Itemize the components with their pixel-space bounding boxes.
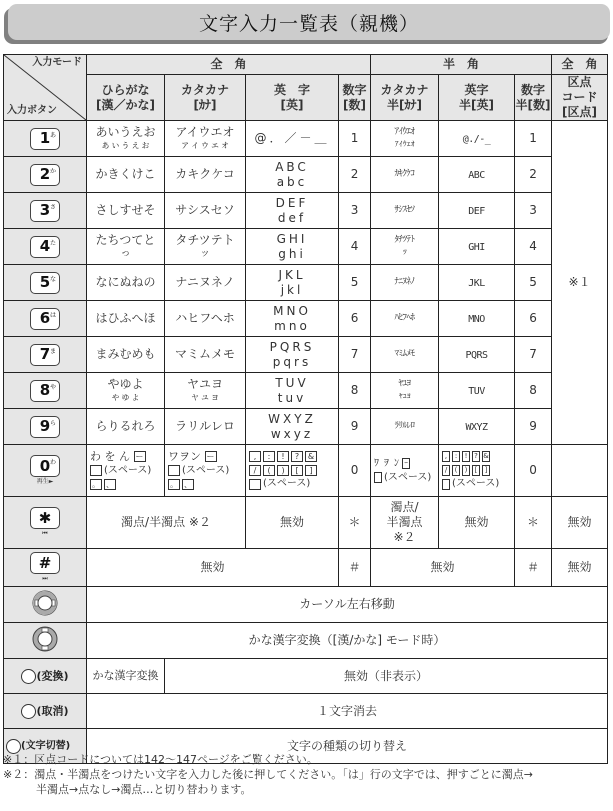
col-half-number: 数字 半[数] [515, 75, 552, 121]
half-english-cell: PQRS [439, 337, 515, 373]
katakana-cell: アイウエオ ァィゥェォ [165, 121, 246, 157]
key-5-icon: 5 な [30, 272, 60, 294]
english-cell: TUV tuv [246, 373, 339, 409]
half-english-cell: GHI [439, 229, 515, 265]
dpad-left-right-icon [32, 590, 58, 616]
table-row-key-8 [4, 373, 608, 409]
table-row-cancel [4, 694, 608, 729]
col-hiragana: ひらがな [漢／かな] [87, 75, 165, 121]
half-katakana-cell: ﾗﾘﾙﾚﾛ [371, 409, 439, 445]
rest-cell: 無効（非表示） [165, 659, 608, 694]
half-number-cell: 3 [515, 193, 552, 229]
input-button-label: 入力ボタン [7, 104, 57, 116]
key-0-icon: 0 わ [30, 455, 60, 477]
english-cell: MNO mno [246, 301, 339, 337]
input-table [3, 54, 608, 764]
table-row-key-3 [4, 193, 608, 229]
corner-header [4, 55, 87, 121]
key-cell [4, 193, 87, 229]
footnote-2-cont: 半濁点→点なし→濁点…と切り替わります。 [36, 783, 252, 796]
group-fullwidth: 全 角 [87, 55, 371, 75]
half-katakana-cell: ﾅﾆﾇﾈﾉ [371, 265, 439, 301]
number-cell: 9 [339, 409, 371, 445]
half-english-cell: DEF [439, 193, 515, 229]
table-row-key-0 [4, 445, 608, 497]
katakana-cell: タチツテト ッ [165, 229, 246, 265]
english-cell: DEF def [246, 193, 339, 229]
english-cell: ABC abc [246, 157, 339, 193]
half-katakana-cell: ｱｲｳｴｵ ｧｨｩｪｫ [371, 121, 439, 157]
half-katakana-cell: ｶｷｸｹｺ [371, 157, 439, 193]
katakana-cell: カキクケコ [165, 157, 246, 193]
kuten-cell: ※１ [552, 121, 608, 445]
col-number: 数字 [数] [339, 75, 371, 121]
key-cell [4, 623, 87, 659]
key-1-icon: 1 あ [30, 128, 60, 150]
half-number-cell: 6 [515, 301, 552, 337]
english-cell: PQRS pqrs [246, 337, 339, 373]
half-katakana-cell: ｻｼｽｾｿ [371, 193, 439, 229]
number-cell: 1 [339, 121, 371, 157]
half-english-cell: MNO [439, 301, 515, 337]
half-katakana-cell: ﾊﾋﾌﾍﾎ [371, 301, 439, 337]
half-katakana-cell: ﾀﾁﾂﾃﾄ ｯ [371, 229, 439, 265]
table-row-key-1 [4, 121, 608, 157]
half-english-cell: , : ! ? & / ( ) [ ] (スペース) [439, 445, 515, 497]
english-cell: JKL jkl [246, 265, 339, 301]
key-4-icon: 4 た [30, 236, 60, 258]
desc-cell: １文字消去 [87, 694, 608, 729]
half-number-cell: 4 [515, 229, 552, 265]
key-cell [4, 121, 87, 157]
hiragana-cell: わ を ん ー (スペース) 。 、 [87, 445, 165, 497]
key-hash-icon: # [30, 552, 60, 574]
number-cell: 8 [339, 373, 371, 409]
kuten-cell: 無効 [552, 549, 608, 587]
hiragana-cell: たちつてと っ [87, 229, 165, 265]
half-katakana-cell: ﾏﾐﾑﾒﾓ [371, 337, 439, 373]
half-english-cell: ABC [439, 157, 515, 193]
key-cell [4, 445, 87, 497]
footnote-1: ※１：区点コードについては142～147ページをご覧ください。 [3, 753, 318, 766]
key-cell [4, 549, 87, 587]
hiragana-cell: なにぬねの [87, 265, 165, 301]
half-number-cell: ＊ [515, 497, 552, 549]
table-row-key-2 [4, 157, 608, 193]
half-number-cell: 8 [515, 373, 552, 409]
full-cell: 無効 [87, 549, 339, 587]
half-english-cell: TUV [439, 373, 515, 409]
footnote-2: ※２：濁点・半濁点をつけたい文字を入力した後に押してください。「は」行の文字では、押すごとに濁点→ [3, 768, 533, 781]
half-katakana-cell: ﾜ ｦ ﾝ ｰ (スペース) [371, 445, 439, 497]
katakana-cell: サシスセソ [165, 193, 246, 229]
half-number-cell: 1 [515, 121, 552, 157]
katakana-cell: ヤユヨ ャュョ [165, 373, 246, 409]
desc-cell: かな漢字変換（[漢/かな] モード時） [87, 623, 608, 659]
prev-track-icon: ⏮ [42, 530, 48, 538]
key-6-icon: 6 は [30, 308, 60, 330]
col-english: 英 字 [英] [246, 75, 339, 121]
title-banner [4, 4, 610, 44]
half-number-cell: 9 [515, 409, 552, 445]
half-number-cell: 5 [515, 265, 552, 301]
col-kuten: 区点 コード [区点] [552, 75, 608, 121]
number-cell: 3 [339, 193, 371, 229]
number-cell: ＃ [339, 549, 371, 587]
table-row-left-right [4, 587, 608, 623]
key-cell [4, 497, 87, 549]
table-row-key-star [4, 497, 608, 549]
desc-cell: カーソル左右移動 [87, 587, 608, 623]
hiragana-cell: まみむめも [87, 337, 165, 373]
hiragana-cell: あいうえお ぁぃぅぇぉ [87, 121, 165, 157]
english-cell: GHI ghi [246, 229, 339, 265]
kuten-cell [552, 445, 608, 497]
table-row-key-5 [4, 265, 608, 301]
key-7-icon: 7 ま [30, 344, 60, 366]
col-katakana: カタカナ [ｶﾅ] [165, 75, 246, 121]
key-cell [4, 409, 87, 445]
footnotes [3, 752, 609, 797]
key-cell: (取消) [4, 694, 87, 729]
half-cell: 無効 [371, 549, 515, 587]
key-cell: (変換) [4, 659, 87, 694]
key-cell [4, 229, 87, 265]
circle-key-icon [21, 669, 36, 684]
hiragana-cell: やゆよ ゃゅょ [87, 373, 165, 409]
number-cell: ＊ [339, 497, 371, 549]
kana-cell: 濁点/半濁点 ※２ [87, 497, 246, 549]
hiragana-cell: かきくけこ [87, 157, 165, 193]
key-9-icon: 9 ら [30, 416, 60, 438]
katakana-cell: ナニヌネノ [165, 265, 246, 301]
half-number-cell: 0 [515, 445, 552, 497]
english-cell: @．／－＿ [246, 121, 339, 157]
group-halfwidth: 半 角 [371, 55, 552, 75]
key-star-icon: ✱ [30, 507, 60, 529]
table-row-key-hash [4, 549, 608, 587]
half-katakana-cell: ﾔﾕﾖ ｬｭｮ [371, 373, 439, 409]
table-row-key-4 [4, 229, 608, 265]
hiragana-cell: はひふへほ [87, 301, 165, 337]
col-half-english: 英字 半[英] [439, 75, 515, 121]
key-8-icon: 8 や [30, 380, 60, 402]
half-english-cell: WXYZ [439, 409, 515, 445]
half-number-cell: ＃ [515, 549, 552, 587]
number-cell: 7 [339, 337, 371, 373]
english-cell: , : ! ? & / ( ) [ ] (スペース) [246, 445, 339, 497]
dpad-up-down-icon [32, 626, 58, 652]
key-cell [4, 587, 87, 623]
key-2-icon: 2 か [30, 164, 60, 186]
english-cell: WXYZ wxyz [246, 409, 339, 445]
katakana-cell: マミムメモ [165, 337, 246, 373]
number-cell: 6 [339, 301, 371, 337]
group-fullwidth-kuten: 全 角 [552, 55, 608, 75]
key-cell [4, 301, 87, 337]
kuten-cell: 無効 [552, 497, 608, 549]
number-cell: 2 [339, 157, 371, 193]
hiragana-cell: さしすせそ [87, 193, 165, 229]
input-mode-label: 入力モード [32, 57, 82, 68]
key-3-icon: 3 さ [30, 200, 60, 222]
half-english-cell: @./-_ [439, 121, 515, 157]
next-track-icon: ⏭ [42, 575, 48, 583]
katakana-cell: ラリルレロ [165, 409, 246, 445]
key-cell [4, 373, 87, 409]
half-number-cell: 2 [515, 157, 552, 193]
hiragana-cell: かな漢字変換 [87, 659, 165, 694]
key-cell [4, 265, 87, 301]
half-english-cell: 無効 [439, 497, 515, 549]
half-english-cell: JKL [439, 265, 515, 301]
katakana-cell: ハヒフヘホ [165, 301, 246, 337]
number-cell: 5 [339, 265, 371, 301]
number-cell: 4 [339, 229, 371, 265]
table-row-key-7 [4, 337, 608, 373]
english-cell: 無効 [246, 497, 339, 549]
katakana-cell: ワヲン ー (スペース) 。 、 [165, 445, 246, 497]
table-row-key-9 [4, 409, 608, 445]
circle-key-icon [21, 704, 36, 719]
col-half-katakana: カタカナ 半[ｶﾅ] [371, 75, 439, 121]
number-cell: 0 [339, 445, 371, 497]
key-cell [4, 157, 87, 193]
play-label: 再生► [36, 478, 54, 486]
key-cell: (文字切替) [4, 729, 87, 764]
table-row-henkan [4, 659, 608, 694]
half-katakana-cell: 濁点/ 半濁点 ※２ [371, 497, 439, 549]
table-row-key-6 [4, 301, 608, 337]
hiragana-cell: らりるれろ [87, 409, 165, 445]
desc-cell: 文字の種類の切り替え [87, 729, 608, 764]
key-cell [4, 337, 87, 373]
page-title: 文字入力一覧表（親機） [8, 4, 610, 40]
table-row-up-down [4, 623, 608, 659]
half-number-cell: 7 [515, 337, 552, 373]
